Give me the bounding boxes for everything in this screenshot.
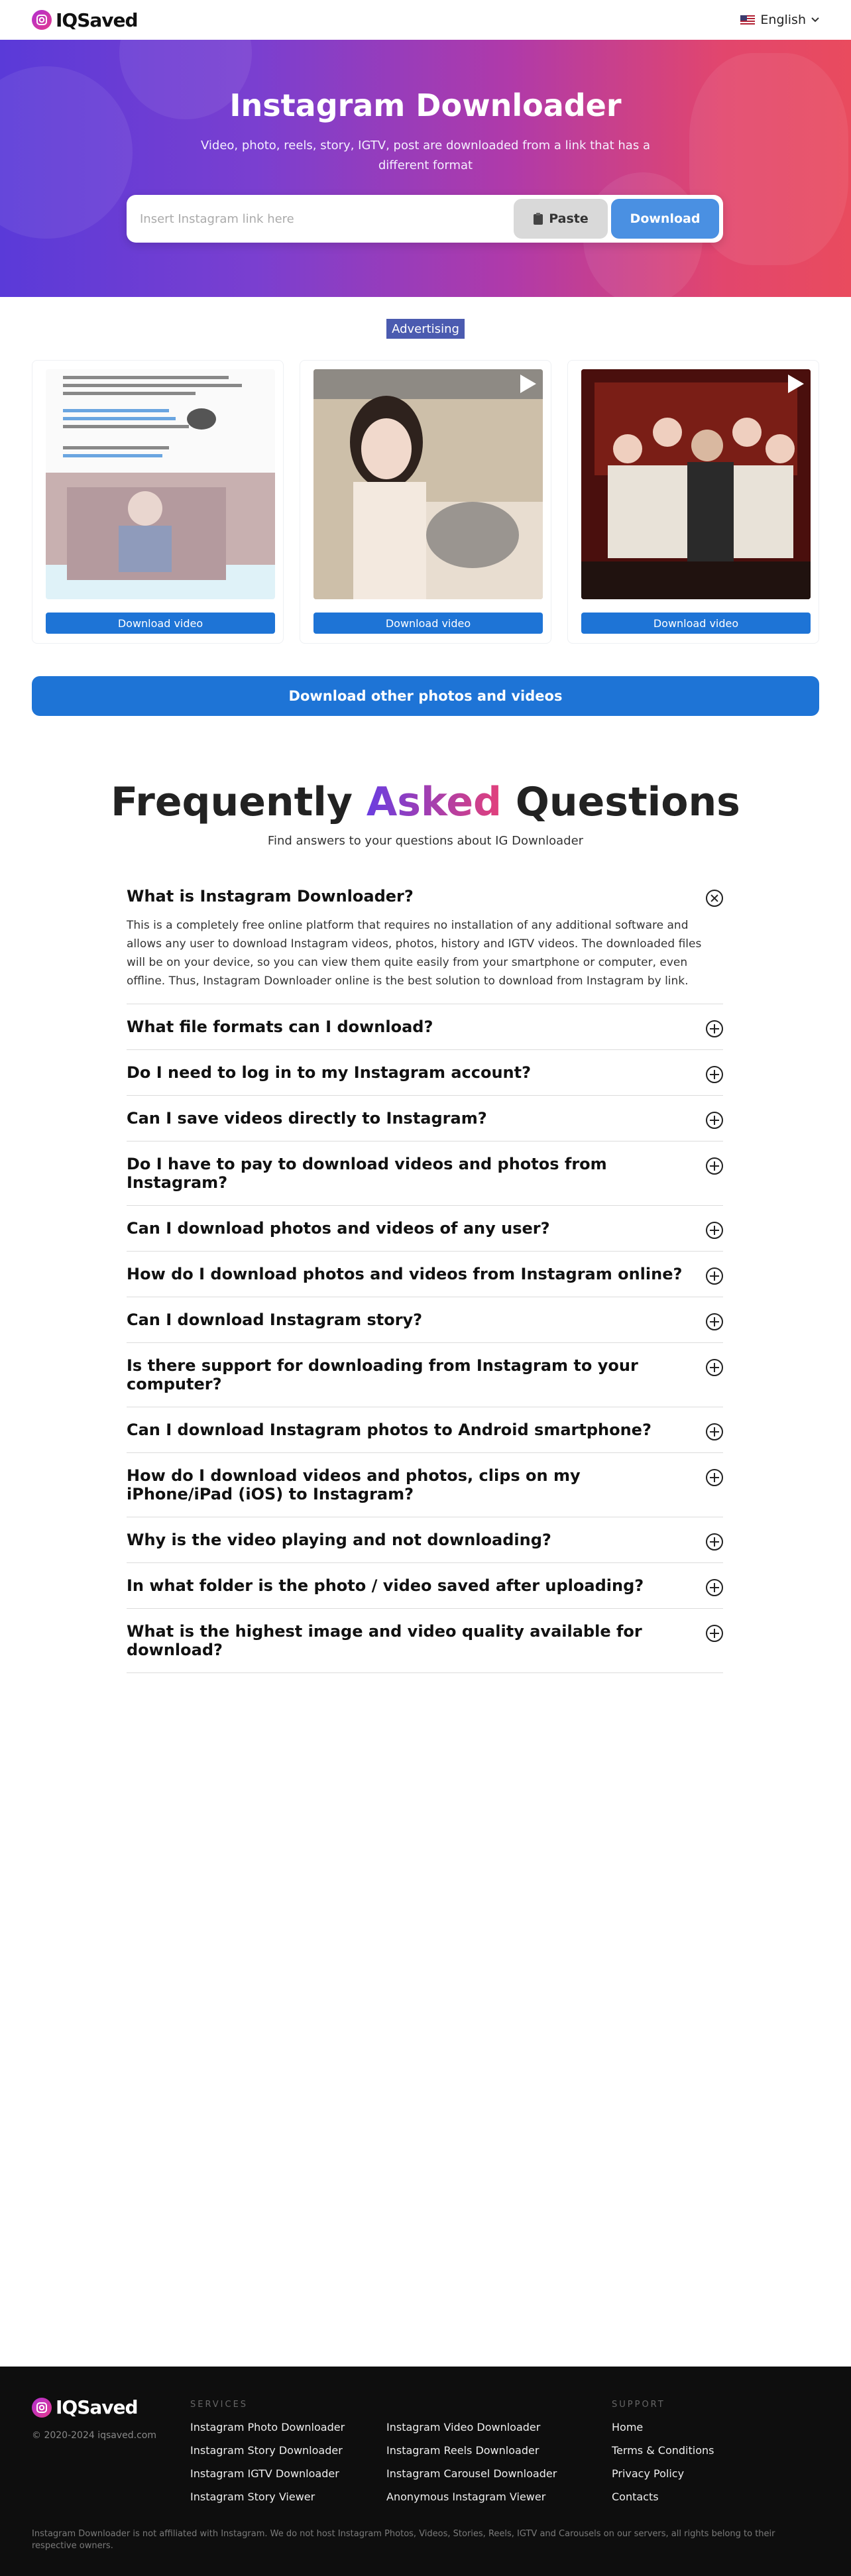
- download-other-button[interactable]: Download other photos and videos: [32, 676, 819, 716]
- faq-question[interactable]: Can I download Instagram story?: [127, 1311, 423, 1329]
- video-thumbnail[interactable]: [313, 369, 543, 599]
- faq-item[interactable]: [127, 1096, 723, 1142]
- language-label: English: [760, 13, 806, 27]
- footer-link[interactable]: Instagram Carousel Downloader: [386, 2467, 557, 2480]
- faq-question[interactable]: What is the highest image and video quality available for download?: [127, 1622, 642, 1659]
- faq-answer: This is a completely free online platform that requires no installation of any additional software and allows any user to download Instagram videos, photos, history and IGTV videos. The downloaded files will be on your device, so you can view them quite easily from your smartphone or computer, even offline. Thus, Instagram Downloader online is the best solution to download from Instagram by link.: [127, 919, 702, 988]
- paste-label: Paste: [549, 211, 589, 226]
- ad-card: [32, 360, 284, 644]
- plus-icon[interactable]: [706, 1533, 723, 1551]
- link-input[interactable]: [140, 204, 511, 233]
- clipboard-icon: [533, 212, 543, 225]
- footer-logo[interactable]: [32, 2396, 138, 2418]
- download-video-button[interactable]: Download video: [313, 613, 543, 634]
- faq-title-accent: Asked: [366, 779, 502, 825]
- footer-link[interactable]: Privacy Policy: [612, 2467, 685, 2480]
- plus-icon[interactable]: [706, 1157, 723, 1175]
- faq-question[interactable]: Do I have to pay to download videos and photos from Instagram?: [127, 1155, 607, 1192]
- plus-icon[interactable]: [706, 1020, 723, 1037]
- paste-button[interactable]: [514, 199, 608, 239]
- faq-item[interactable]: [127, 1297, 723, 1343]
- plus-icon[interactable]: [706, 1313, 723, 1330]
- faq-question[interactable]: How do I download photos and videos from Instagram online?: [127, 1265, 683, 1283]
- disclaimer: Instagram Downloader is not affiliated with Instagram. We do not host Instagram Photos, Videos, Stories, Reels, IGTV and Carousels on our servers, all rights belong to their respective owners.: [32, 2529, 775, 2551]
- plus-icon[interactable]: [706, 1267, 723, 1285]
- faq-item[interactable]: [127, 874, 723, 1004]
- ad-card: [300, 360, 551, 644]
- faq-item[interactable]: [127, 1609, 723, 1673]
- advertising-label: Advertising: [386, 319, 465, 339]
- faq-question[interactable]: Is there support for downloading from Instagram to your computer?: [127, 1356, 638, 1393]
- search-box: [127, 195, 723, 243]
- faq-question[interactable]: Can I download Instagram photos to Android smartphone?: [127, 1421, 652, 1439]
- site-footer: [0, 2367, 851, 2576]
- faq-list: [127, 874, 723, 1673]
- faq-item[interactable]: [127, 1453, 723, 1517]
- download-video-button[interactable]: Download video: [581, 613, 811, 634]
- footer-link[interactable]: Terms & Conditions: [612, 2444, 714, 2457]
- download-button[interactable]: Download: [611, 199, 719, 239]
- language-selector[interactable]: [740, 13, 819, 27]
- site-header: [0, 0, 851, 40]
- footer-link[interactable]: Home: [612, 2421, 644, 2433]
- faq-item[interactable]: [127, 1050, 723, 1096]
- faq-question[interactable]: What file formats can I download?: [127, 1018, 433, 1036]
- footer-link[interactable]: Instagram Story Downloader: [190, 2444, 343, 2457]
- faq-item[interactable]: [127, 1004, 723, 1050]
- footer-logo-text: IQSaved: [56, 2396, 138, 2418]
- faq-item[interactable]: [127, 1252, 723, 1297]
- faq-question[interactable]: Do I need to log in to my Instagram account?: [127, 1063, 532, 1082]
- video-thumbnail[interactable]: [581, 369, 811, 599]
- footer-link[interactable]: Anonymous Instagram Viewer: [386, 2490, 546, 2503]
- faq-question[interactable]: Can I save videos directly to Instagram?: [127, 1109, 487, 1128]
- play-icon: [788, 375, 804, 393]
- faq-item[interactable]: [127, 1563, 723, 1609]
- plus-icon[interactable]: [706, 1359, 723, 1376]
- footer-link[interactable]: Instagram Photo Downloader: [190, 2421, 345, 2433]
- camera-icon: [32, 10, 52, 30]
- play-icon: [520, 375, 536, 393]
- ad-card: [567, 360, 819, 644]
- post-thumbnail[interactable]: [46, 369, 275, 599]
- hero-subtitle: Video, photo, reels, story, IGTV, post are downloaded from a link that has a different format: [201, 139, 650, 172]
- faq-item[interactable]: [127, 1206, 723, 1252]
- footer-link[interactable]: Instagram Reels Downloader: [386, 2444, 539, 2457]
- faq-question[interactable]: How do I download videos and photos, clips on my iPhone/iPad (iOS) to Instagram?: [127, 1466, 581, 1503]
- camera-icon: [32, 2398, 52, 2418]
- faq-title-start: Frequently: [111, 779, 367, 825]
- footer-link[interactable]: Instagram Video Downloader: [386, 2421, 541, 2433]
- faq-title: [0, 779, 851, 825]
- footer-link[interactable]: Contacts: [612, 2490, 659, 2503]
- plus-icon[interactable]: [706, 1625, 723, 1642]
- footer-link[interactable]: Instagram Story Viewer: [190, 2490, 315, 2503]
- chevron-down-icon: [811, 17, 819, 23]
- page-title: Instagram Downloader: [229, 88, 622, 123]
- hero-section: [0, 40, 851, 297]
- plus-icon[interactable]: [706, 1423, 723, 1440]
- plus-icon[interactable]: [706, 1469, 723, 1486]
- footer-link[interactable]: Instagram IGTV Downloader: [190, 2467, 339, 2480]
- copyright: © 2020-2024 iqsaved.com: [32, 2430, 156, 2441]
- plus-icon[interactable]: [706, 1579, 723, 1596]
- plus-icon[interactable]: [706, 1112, 723, 1129]
- plus-icon[interactable]: [706, 1222, 723, 1239]
- faq-item[interactable]: [127, 1142, 723, 1206]
- faq-question[interactable]: What is Instagram Downloader?: [127, 887, 414, 906]
- support-heading: SUPPORT: [612, 2400, 665, 2410]
- us-flag-icon: [740, 15, 755, 25]
- faq-question[interactable]: In what folder is the photo / video saved after uploading?: [127, 1576, 644, 1595]
- faq-title-end: Questions: [501, 779, 740, 825]
- download-video-button[interactable]: Download video: [46, 613, 275, 634]
- faq-subtitle: Find answers to your questions about IG Downloader: [267, 834, 584, 848]
- faq-question[interactable]: Can I download photos and videos of any user?: [127, 1219, 550, 1238]
- plus-icon[interactable]: [706, 1066, 723, 1083]
- faq-item[interactable]: [127, 1343, 723, 1407]
- logo-text: IQSaved: [56, 9, 138, 31]
- logo[interactable]: [32, 9, 138, 31]
- services-heading: SERVICES: [190, 2400, 249, 2410]
- faq-question[interactable]: Why is the video playing and not downloading?: [127, 1531, 551, 1549]
- close-icon[interactable]: [706, 890, 723, 907]
- faq-item[interactable]: [127, 1517, 723, 1563]
- faq-item[interactable]: [127, 1407, 723, 1453]
